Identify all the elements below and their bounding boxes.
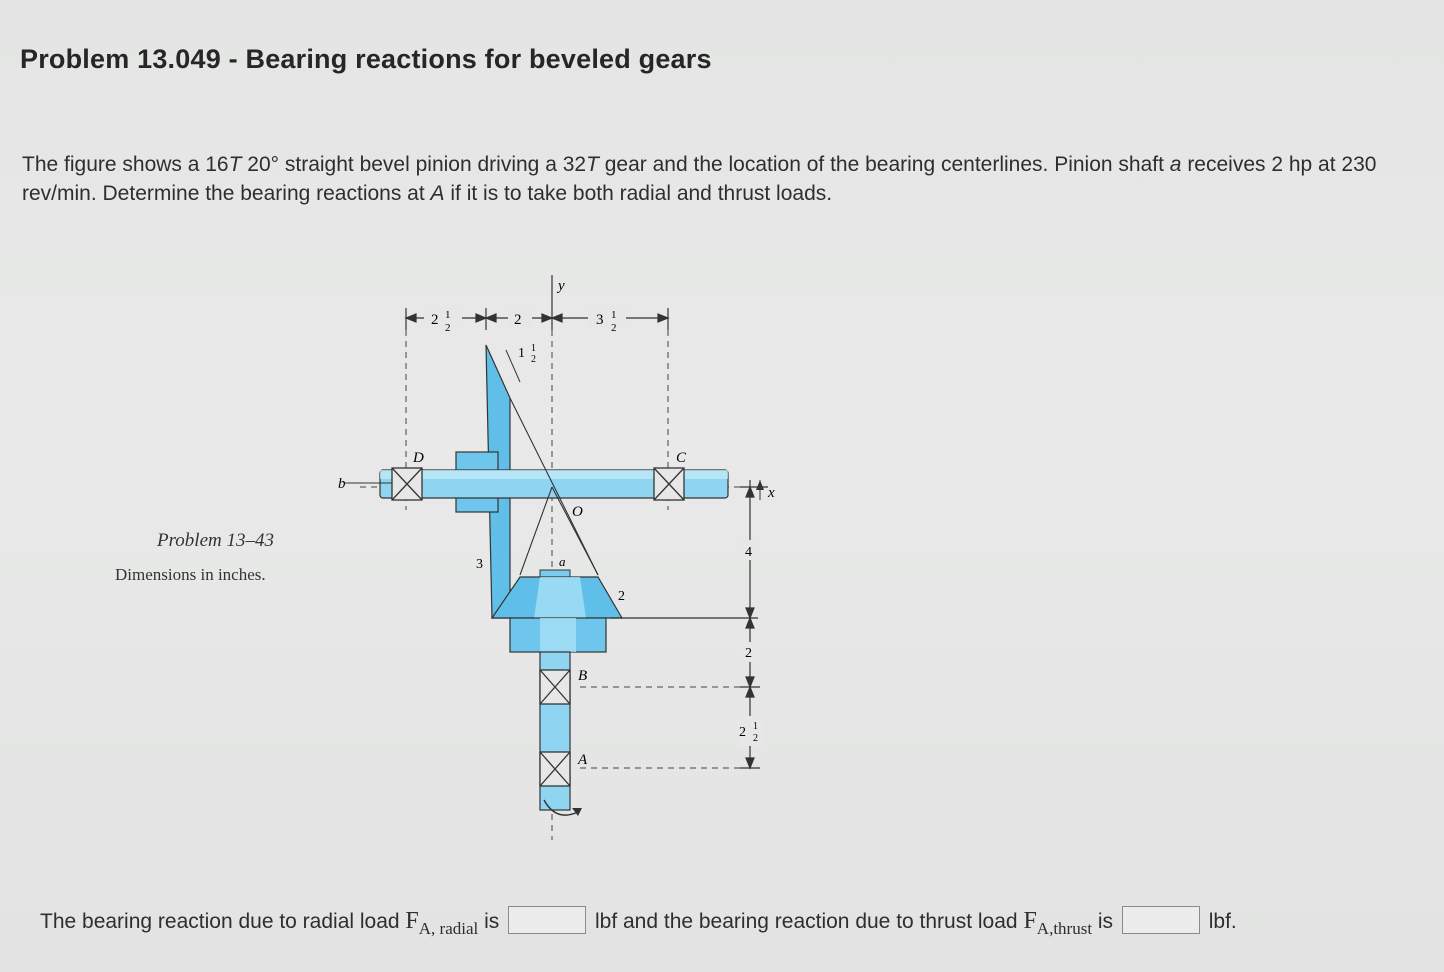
- shaft-a-label: a: [559, 554, 566, 569]
- x-axis-label: x: [768, 485, 775, 501]
- y-axis-label: y: [558, 278, 565, 294]
- bevel-gear-figure: [330, 270, 810, 850]
- figure-units: Dimensions in inches.: [115, 565, 266, 584]
- bearing-d: [392, 468, 422, 500]
- dim-top-left-whole: 2: [431, 312, 439, 328]
- svg-text:1: 1: [611, 309, 617, 321]
- dim-4-label: 4: [745, 545, 752, 560]
- svg-text:1: 1: [753, 721, 758, 732]
- bearing-d-label: D: [413, 450, 424, 466]
- thrust-load-input[interactable]: [1122, 906, 1200, 934]
- figure-caption: Problem 13–43: [157, 530, 274, 551]
- dim-2-5-whole: 2: [739, 725, 746, 740]
- dim-top-right-whole: 3: [596, 312, 604, 328]
- dim-2-pinion-label: 2: [618, 589, 625, 604]
- shaft-b-label: b: [338, 476, 346, 492]
- svg-text:1: 1: [445, 309, 451, 321]
- dim-2-right-label: 2: [745, 646, 752, 661]
- svg-text:2: 2: [753, 733, 758, 744]
- svg-text:2: 2: [531, 354, 536, 365]
- bearing-b: [540, 670, 570, 704]
- dim-1-5-whole: 1: [518, 346, 525, 361]
- problem-statement: The figure shows a 16T 20° straight bevel pinion driving a 32T gear and the location of the bearing centerlines. Pinion shaft a receives 2 hp at 230 rev/min. Determine the bearing reactions at A if it is to take both radial and thrust loads.: [22, 153, 1377, 205]
- svg-text:2: 2: [445, 322, 451, 334]
- bearing-a: [540, 752, 570, 786]
- answer-line: The bearing reaction due to radial load $F_{A, radial}$ is lbf and the bearing reaction due to thrust load $F_{A,thrust}$ is lbf.: [40, 908, 1237, 938]
- svg-text:1: 1: [531, 343, 536, 354]
- bearing-c-label: C: [676, 450, 687, 466]
- bearing-c: [654, 468, 684, 500]
- point-o-label: O: [572, 504, 583, 520]
- dim-3-label: 3: [476, 557, 483, 572]
- radial-load-input[interactable]: [508, 906, 586, 934]
- bearing-b-label: B: [578, 668, 588, 684]
- svg-text:2: 2: [611, 322, 617, 334]
- page-title: Problem 13.049 - Bearing reactions for beveled gears: [20, 44, 712, 74]
- bearing-a-label: A: [578, 752, 588, 768]
- dim-top-mid: 2: [514, 312, 522, 328]
